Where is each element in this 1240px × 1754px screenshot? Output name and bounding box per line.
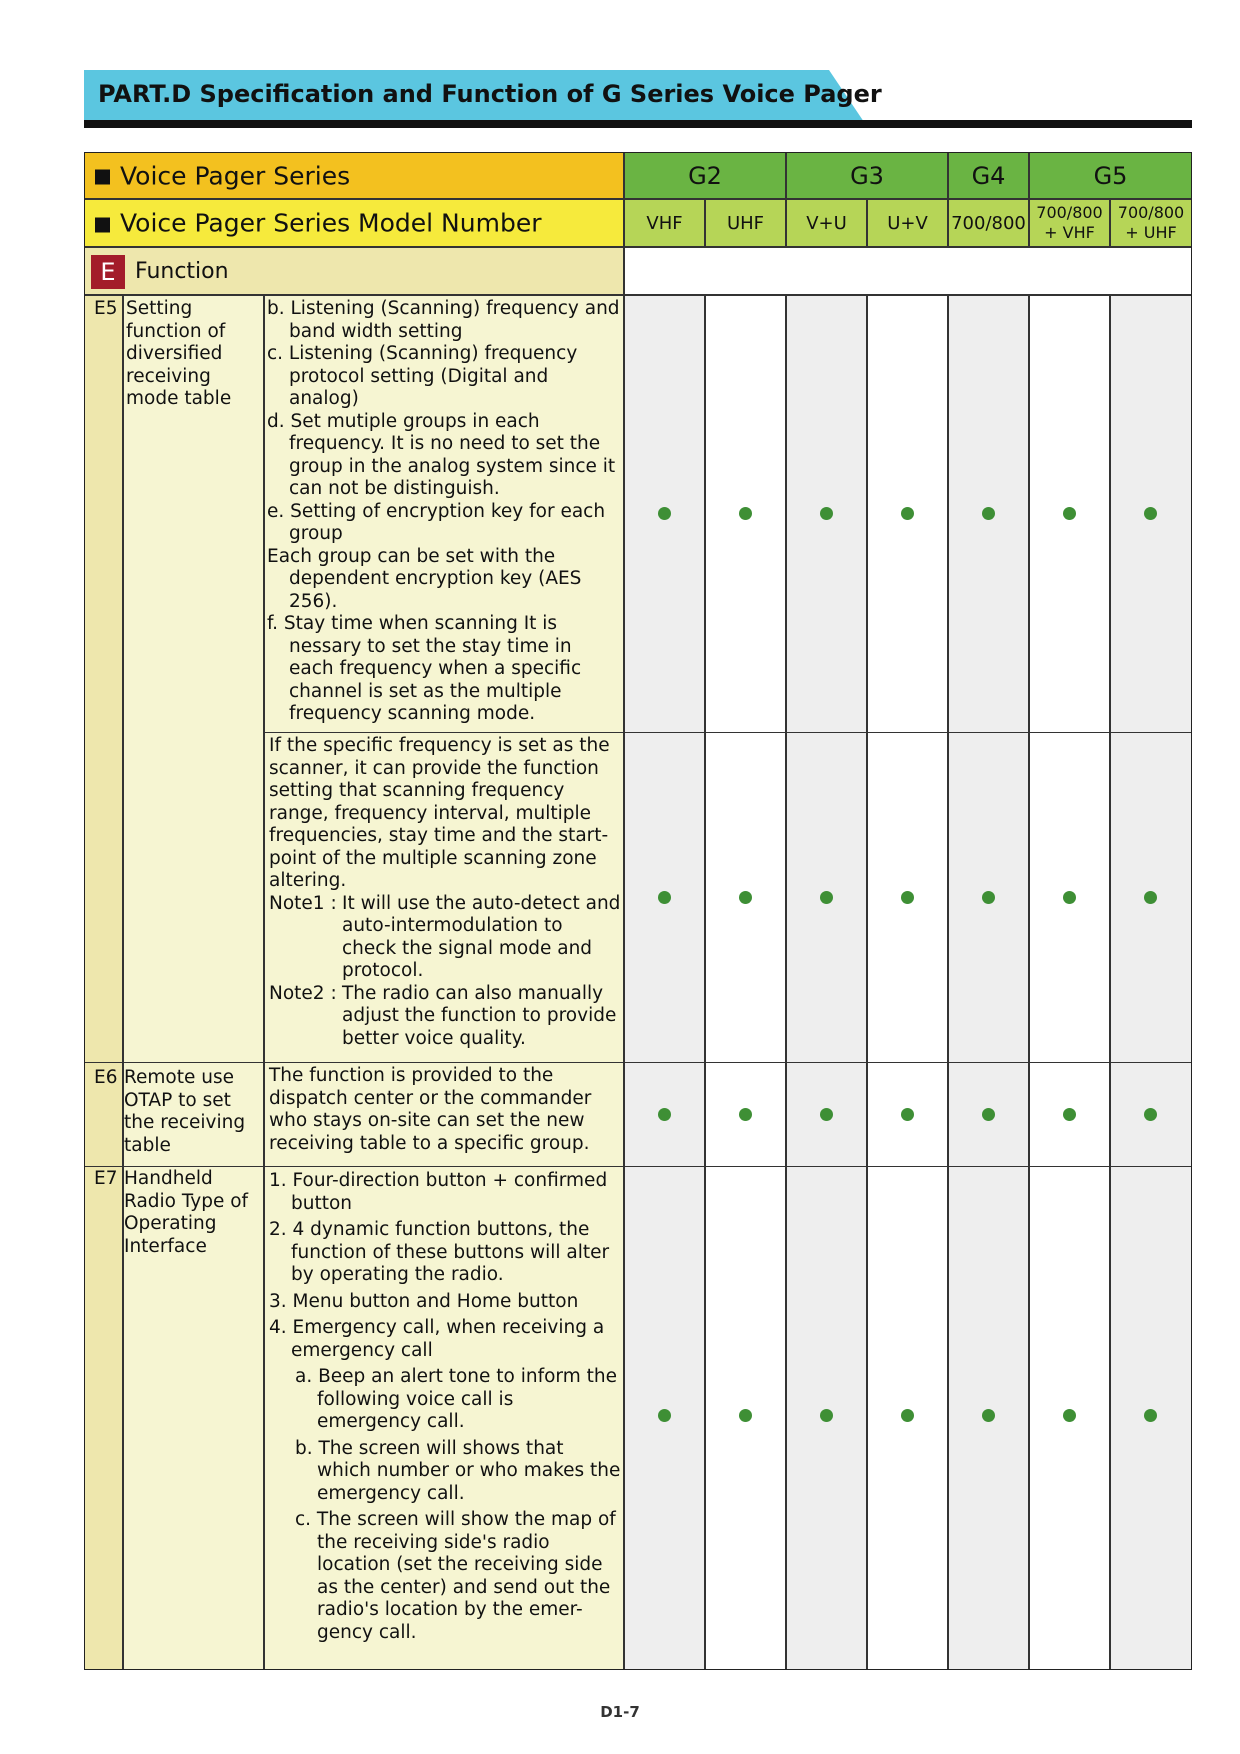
- support-dot: [901, 891, 914, 904]
- 700-800-column: [948, 295, 1029, 1670]
- note-1: Note1 : It will use the auto-detect and auto-intermodulation to check the signal mode and protocol.: [269, 892, 621, 981]
- model-700-800: 700/800: [948, 199, 1029, 247]
- row-name-e7: Handheld Radio Type of Operating Interface: [124, 1168, 249, 1257]
- model-700-800-uhf: 700/800 + UHF: [1110, 199, 1192, 247]
- support-dot: [1063, 1409, 1076, 1422]
- desc-subitem: b. The screen will shows that which number or who makes the emergency call.: [295, 1437, 621, 1504]
- support-dot: [901, 1409, 914, 1422]
- function-heading-blank: [624, 247, 1192, 295]
- model-u-plus-v: U+V: [867, 199, 948, 247]
- support-dot: [820, 891, 833, 904]
- category-badge: E: [91, 255, 125, 289]
- desc-item: 4. Emergency call, when receiving a emergency call: [269, 1317, 605, 1361]
- support-dot: [1063, 891, 1076, 904]
- row-code-e6: E6: [94, 1067, 118, 1088]
- note-2: Note2 : The radio can also manually adjust the function to provide better voice quality.: [269, 982, 617, 1049]
- name-column: [123, 295, 264, 1670]
- desc-item: e. Setting of encryption key for each group: [267, 500, 606, 544]
- support-dot: [901, 507, 914, 520]
- support-dot: [1144, 1108, 1157, 1121]
- support-dot: [1063, 1108, 1076, 1121]
- desc-item: The function is provided to the dispatch center or the commander who stays on-site can set the new receiving table to a specific group.: [269, 1065, 592, 1154]
- series-g4: G4: [948, 152, 1029, 199]
- row-divider: [84, 1166, 1192, 1167]
- desc-item: If the specific frequency is set as the scanner, it can provide the function setting that scanning frequency range, frequency interval, multiple frequencies, stay time and the start-point of the multiple scanning zone altering.: [269, 735, 610, 891]
- row-desc-e5-a: [267, 298, 622, 726]
- support-dot: [820, 507, 833, 520]
- desc-subitem: c. The screen will show the map of the receiving side's radio location (set the receiving side as the center) and send out the radio's location by the emer- gency call.: [295, 1509, 616, 1643]
- row-code-e5: E5: [94, 298, 118, 319]
- model-label: Voice Pager Series Model Number: [120, 208, 542, 238]
- model-vhf: VHF: [624, 199, 705, 247]
- support-dot: [982, 1409, 995, 1422]
- support-dot: [901, 1108, 914, 1121]
- series-g2: G2: [624, 152, 786, 199]
- desc-item: 3. Menu button and Home button: [269, 1290, 579, 1312]
- model-uhf: UHF: [705, 199, 786, 247]
- row-desc-e5-b: [269, 735, 621, 1050]
- support-dot: [658, 507, 671, 520]
- row-name-e5: Setting function of diversified receiving mode table: [126, 298, 232, 409]
- square-bullet-icon: [95, 217, 110, 232]
- desc-item: d. Set mutiple groups in each frequency. It is no need to set the group in the analog system since it can not be distinguish.: [267, 410, 616, 499]
- code-column: [84, 295, 123, 1670]
- support-dot: [982, 1108, 995, 1121]
- desc-item: b. Listening (Scanning) frequency and band width setting: [267, 298, 620, 342]
- desc-item: 1. Four-direction button + confirmed button: [269, 1170, 608, 1214]
- desc-item: c. Listening (Scanning) frequency protocol setting (Digital and analog): [267, 343, 578, 409]
- support-dot: [658, 891, 671, 904]
- section-header: [84, 70, 882, 122]
- support-dot: [1144, 507, 1157, 520]
- support-dot: [820, 1409, 833, 1422]
- row-divider: [264, 732, 1192, 733]
- row-code-e7: E7: [94, 1168, 118, 1189]
- page-number: D1-7: [600, 1703, 640, 1721]
- support-dot: [658, 1108, 671, 1121]
- series-g3: G3: [786, 152, 948, 199]
- function-label: Function: [135, 259, 229, 284]
- uhf-column: [705, 295, 786, 1670]
- support-dot: [739, 891, 752, 904]
- v-plus-u-column: [786, 295, 867, 1670]
- series-g5: G5: [1029, 152, 1192, 199]
- support-dot: [739, 1108, 752, 1121]
- row-desc-e6: [269, 1065, 621, 1155]
- support-dot: [1144, 1409, 1157, 1422]
- desc-item: f. Stay time when scanning It is nessary to set the stay time in each frequency when a specific channel is set as the multiple frequency scanning mode.: [267, 613, 582, 724]
- desc-item: 2. 4 dynamic function buttons, the function of these buttons will alter by operating the radio.: [269, 1219, 610, 1285]
- vhf-column: [624, 295, 705, 1670]
- u-plus-v-column: [867, 295, 948, 1670]
- series-label-cell: [84, 152, 624, 199]
- square-bullet-icon: [95, 170, 110, 185]
- support-dot: [739, 507, 752, 520]
- model-v-plus-u: V+U: [786, 199, 867, 247]
- desc-item: Each group can be set with the dependent encryption key (AES 256).: [267, 545, 582, 612]
- desc-subitem: a. Beep an alert tone to inform the following voice call is emergency call.: [295, 1366, 617, 1432]
- 700-800-vhf-column: [1029, 295, 1110, 1670]
- support-dot: [739, 1409, 752, 1422]
- row-divider: [84, 1062, 1192, 1063]
- page-title: PART.D Specification and Function of G Series Voice Pager: [98, 80, 882, 108]
- function-heading: [84, 247, 624, 295]
- 700-800-uhf-column: [1110, 295, 1192, 1670]
- row-desc-e7: [269, 1170, 621, 1644]
- header-divider: [84, 120, 1192, 128]
- model-label-cell: [84, 199, 624, 247]
- row-name-e6: Remote use OTAP to set the receiving table: [124, 1067, 246, 1156]
- support-dot: [982, 507, 995, 520]
- support-dot: [1144, 891, 1157, 904]
- series-label: Voice Pager Series: [120, 161, 351, 190]
- support-dot: [820, 1108, 833, 1121]
- support-dot: [1063, 507, 1076, 520]
- model-700-800-vhf: 700/800 + VHF: [1029, 199, 1110, 247]
- support-dot: [982, 891, 995, 904]
- support-dot: [658, 1409, 671, 1422]
